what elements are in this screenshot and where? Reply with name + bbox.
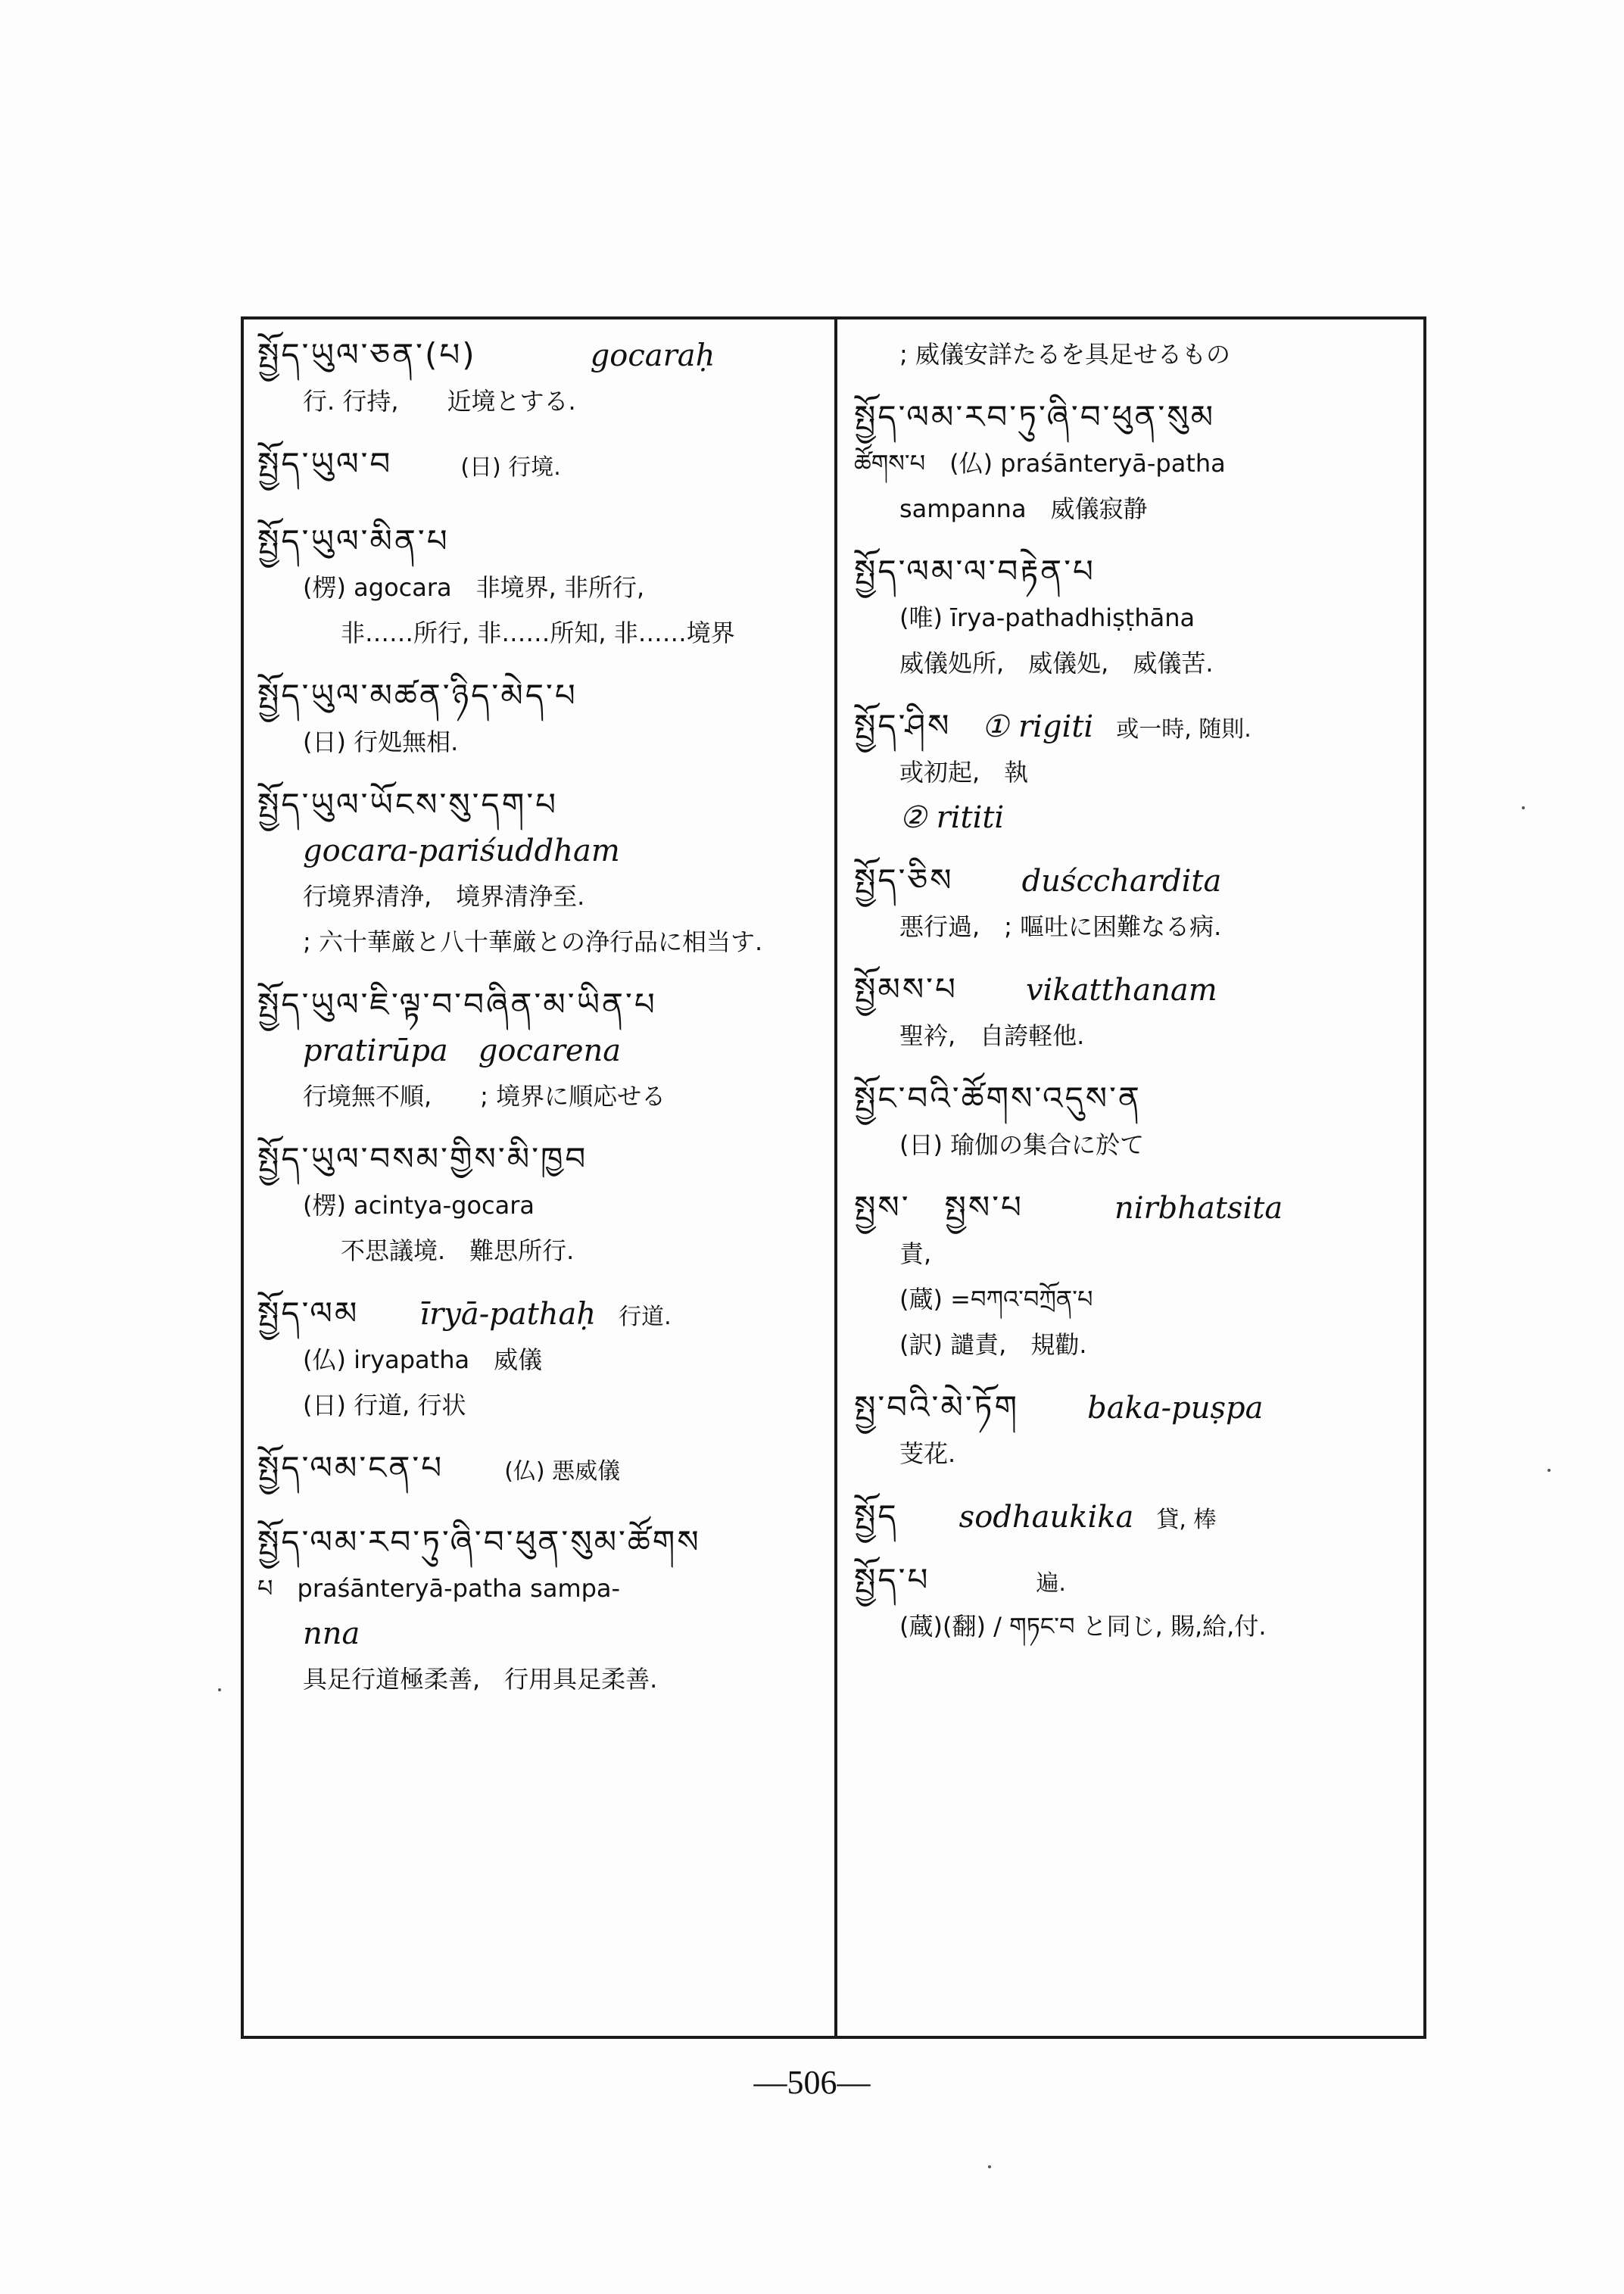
- scan-speck: [1522, 806, 1525, 809]
- tibetan-headword: སྤྱོད་ཡུལ་ཡོངས་སུ་དག་པ: [257, 786, 559, 823]
- dictionary-entry: [257, 1519, 825, 1702]
- definition-line: ; 六十華厳と八十華厳との浄行品に相当す.: [303, 927, 763, 956]
- source-definition: 貸, 棒: [1156, 1507, 1217, 1533]
- definition-line: 威儀処所, 威儀処, 威儀苦.: [899, 649, 1214, 678]
- source-definition: 遍.: [1036, 1570, 1066, 1597]
- tibetan-headword: སྤྱས་ སྤྱས་པ: [854, 1189, 1024, 1226]
- dictionary-entry: [257, 981, 825, 1119]
- sanskrit-equivalent: baka-puṣpa: [1087, 1391, 1264, 1426]
- definition-line: 具足行道極柔善, 行用具足柔善.: [303, 1665, 658, 1694]
- tibetan-headword: སྤྱོད་ཤིས: [854, 707, 952, 744]
- right-column: [854, 332, 1414, 1666]
- tibetan-headword: སྤྱོད་ལམ་རབ་ཏུ་ཞི་བ་ཕུན་སུམ: [854, 398, 1216, 435]
- dictionary-entry: [854, 548, 1414, 686]
- source-definition: 行道.: [619, 1304, 672, 1330]
- definition-line: ཚོགས་པ (仏) praśānteryā-patha: [854, 449, 1226, 478]
- sanskrit-equivalent: nna: [303, 1616, 360, 1651]
- source-definition: 或一時, 随則.: [1116, 716, 1252, 743]
- source-definition: (仏) 悪威儀: [504, 1458, 621, 1485]
- dictionary-entry: [257, 672, 825, 765]
- sanskrit-equivalent: vikatthanam: [1025, 973, 1217, 1008]
- tibetan-headword: སྤྱོད་ལམ་རབ་ཏུ་ཞི་བ་ཕུན་སུམ་ཚོགས: [257, 1523, 701, 1560]
- sanskrit-equivalent: ① rigiti: [981, 709, 1094, 744]
- definition-line: 芰花.: [899, 1439, 956, 1468]
- definition-line: 責,: [899, 1239, 932, 1268]
- definition-line: (楞) acintya-gocara: [303, 1191, 535, 1220]
- tibetan-headword: སྤྱོད་ཡུལ་ཇི་ལྟ་བ་བཞིན་མ་ཡིན་པ: [257, 986, 657, 1023]
- tibetan-headword: སྤྱོད་ཡུལ་མིན་པ: [257, 522, 450, 559]
- sanskrit-equivalent: duścchardita: [1021, 864, 1222, 899]
- scan-speck: [1548, 1469, 1551, 1472]
- left-column: [257, 332, 825, 1719]
- scan-speck: [218, 1688, 221, 1691]
- dictionary-entry: [854, 1557, 1414, 1649]
- definition-line: 不思議境. 難思所行.: [341, 1236, 575, 1265]
- tibetan-headword: སྤྱོད་ལམ་ལ་བརྟེན་པ: [854, 553, 1096, 590]
- tibetan-headword: སྤྱོད་ཡུལ་བ: [257, 445, 393, 482]
- source-definition: (日) 行境.: [460, 454, 561, 481]
- dictionary-entry: [257, 1290, 825, 1428]
- sanskrit-equivalent: sodhaukika: [959, 1500, 1134, 1535]
- dictionary-entry: [854, 1493, 1414, 1540]
- sanskrit-equivalent: ② rititi: [899, 800, 1005, 835]
- dictionary-entry: [854, 966, 1414, 1058]
- dictionary-entry: [257, 1445, 825, 1491]
- definition-line: 行. 行持, 近境とする.: [303, 387, 576, 416]
- definition-line: 行境界清浄, 境界清浄至.: [303, 882, 585, 911]
- dictionary-entry: [854, 1075, 1414, 1167]
- definition-line: (蔵) =བཀའ་བཀྲོན་པ: [899, 1285, 1093, 1314]
- definition-line: 行境無不順, ; 境界に順応せる: [303, 1082, 666, 1111]
- tibetan-headword: སྤྱོང་བའི་ཚོགས་འདུས་ན: [854, 1080, 1142, 1117]
- tibetan-headword: སྤྱོད་ཅིས: [854, 862, 954, 899]
- dictionary-entry: [257, 1136, 825, 1273]
- definition-line: 或初起, 執: [899, 758, 1029, 787]
- scan-speck: [988, 2165, 991, 2168]
- dictionary-entry: [854, 703, 1414, 840]
- tibetan-headword: སྤྱོད་ཡུལ་མཚན་ཉིད་མེད་པ: [257, 677, 578, 714]
- tibetan-headword: སྤྱོད་པ: [854, 1561, 930, 1598]
- column-divider: [834, 316, 837, 2039]
- dictionary-entry: [854, 1184, 1414, 1367]
- definition-line: པ praśānteryā-patha sampa-: [257, 1574, 621, 1603]
- definition-line: (日) 行処無相.: [303, 728, 459, 756]
- dictionary-entry: [257, 781, 825, 965]
- tibetan-headword: སྤྱོད: [854, 1498, 899, 1535]
- sanskrit-equivalent: gocara-pariśuddham: [303, 834, 620, 868]
- definition-line: 非……所行, 非……所知, 非……境界: [341, 619, 735, 647]
- definition-line: (日) 行道, 行状: [303, 1391, 466, 1420]
- definition-line: (日) 瑜伽の集合に於て: [899, 1130, 1145, 1159]
- dictionary-entry: [854, 394, 1414, 531]
- dictionary-entry: [854, 1384, 1414, 1476]
- sanskrit-equivalent: gocaraḥ: [590, 338, 715, 373]
- tibetan-headword: སྤྱོད་ལམ: [257, 1295, 360, 1332]
- tibetan-headword: སྤྱ་བའི་མེ་ཏོག: [854, 1389, 1020, 1426]
- definition-line: (唯) īrya-pathadhiṣṭhāna: [899, 603, 1195, 632]
- dictionary-entry: [854, 857, 1414, 949]
- tibetan-headword: སྤྱོད་ལམ་ངན་པ: [257, 1449, 444, 1486]
- sanskrit-equivalent: īryā-pathaḥ: [419, 1297, 597, 1332]
- tibetan-headword: སྤྱོམས་པ: [854, 971, 958, 1008]
- definition-line: (蔵)(翻) / གཏང་བ と同じ, 賜,給,付.: [899, 1612, 1267, 1641]
- definition-line: (楞) agocara 非境界, 非所行,: [303, 573, 645, 602]
- definition-line: sampanna 威儀寂静: [899, 494, 1148, 523]
- definition-line: 聖衿, 自誇軽他.: [899, 1021, 1085, 1050]
- definition-line: ; 威儀安詳たるを具足せるもの: [899, 340, 1230, 369]
- page-number: —506—: [753, 2064, 871, 2101]
- sanskrit-equivalent: pratirūpa gocarena: [303, 1033, 622, 1068]
- tibetan-headword: སྤྱོད་ཡུལ་བསམ་གྱིས་མི་ཁྱབ: [257, 1140, 588, 1177]
- dictionary-entry: [257, 518, 825, 656]
- dictionary-entry: [257, 441, 825, 488]
- definition-line: 悪行過, ; 嘔吐に困難なる病.: [899, 912, 1222, 941]
- dictionary-entry-continuation: [854, 332, 1414, 377]
- sanskrit-equivalent: nirbhatsita: [1114, 1191, 1283, 1226]
- definition-line: (仏) iryapatha 威儀: [303, 1345, 543, 1374]
- dictionary-entry: [257, 332, 825, 424]
- definition-line: (訳) 譴責, 規勸.: [899, 1330, 1087, 1359]
- tibetan-headword: སྤྱོད་ཡུལ་ཅན་(པ): [257, 336, 477, 373]
